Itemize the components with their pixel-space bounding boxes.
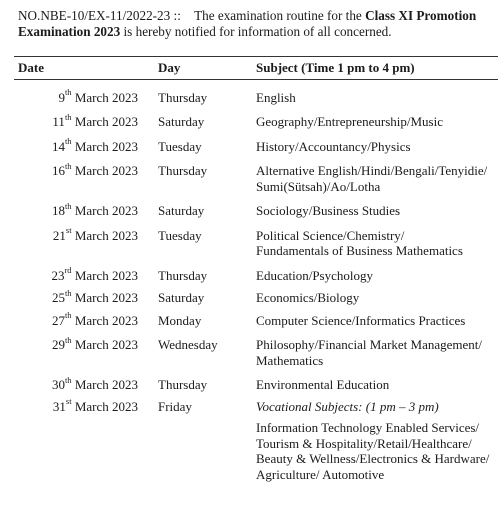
date-day-number: 21 <box>52 227 66 243</box>
table-row <box>14 194 498 219</box>
date-cell <box>14 368 152 393</box>
header-subject: Subject (Time 1 pm to 4 pm) <box>256 57 498 80</box>
date-cell <box>14 194 152 219</box>
day-cell: Thursday <box>158 267 208 283</box>
date-cell <box>14 219 152 259</box>
date-ordinal-suffix: th <box>64 374 72 385</box>
table-row <box>14 306 498 329</box>
day-cell: Monday <box>158 312 202 328</box>
table-row <box>14 414 498 482</box>
subject-cell: Environmental Education <box>256 377 390 392</box>
subject-cell: English <box>256 89 296 105</box>
subject-cell: Sociology/Business Studies <box>256 203 401 218</box>
day-cell: Saturday <box>158 290 205 305</box>
date-ordinal-suffix: th <box>64 136 72 147</box>
table-header-row <box>14 57 498 80</box>
date-ordinal-suffix: th <box>64 111 72 122</box>
table-row <box>14 283 498 306</box>
date-month-year: March 2023 <box>71 377 138 392</box>
date-ordinal-suffix: th <box>64 160 72 171</box>
day-cell: Tuesday <box>158 138 202 154</box>
date-month-year: March 2023 <box>71 290 138 305</box>
date-cell <box>14 259 152 284</box>
date-day-number: 14 <box>51 138 65 154</box>
date-month-year: March 2023 <box>71 398 138 414</box>
date-month-year: March 2023 <box>71 114 138 129</box>
table-row <box>14 328 498 368</box>
date-month-year: March 2023 <box>71 267 138 283</box>
date-ordinal-suffix: th <box>64 287 72 298</box>
date-cell <box>14 393 152 415</box>
date-ordinal-suffix: st <box>65 396 72 407</box>
day-cell: Thursday <box>158 163 208 178</box>
subject-cell: Political Science/Chemistry/ Fundamentals of Business Mathematics <box>256 227 463 258</box>
day-cell: Thursday <box>158 377 208 392</box>
table-row <box>14 259 498 284</box>
subject-cell: Education/Psychology <box>256 267 373 283</box>
day-cell: Saturday <box>158 114 205 129</box>
date-day-number: 25 <box>51 290 65 305</box>
date-month-year: March 2023 <box>71 89 138 105</box>
header-date: Date <box>14 57 152 80</box>
table-row <box>14 154 498 194</box>
date-ordinal-suffix: th <box>64 334 72 345</box>
table-row <box>14 219 498 259</box>
table-row <box>14 393 498 415</box>
subject-cell: Vocational Subjects: (1 pm – 3 pm) <box>256 398 439 414</box>
date-day-number: 30 <box>51 377 65 392</box>
notice-ref: NO.NBE-10/EX-11/2022-23 :: <box>18 8 181 23</box>
date-day-number: 18 <box>51 203 65 218</box>
date-cell <box>14 105 152 130</box>
table-body <box>14 79 498 482</box>
table-row <box>14 130 498 155</box>
table-row <box>14 105 498 130</box>
date-day-number: 23 <box>51 267 65 283</box>
date-day-number: 11 <box>52 114 65 129</box>
notice-exam-name: Class XI Promotion Examination 2023 <box>18 8 477 39</box>
header-day: Day <box>152 57 256 80</box>
date-ordinal-suffix: th <box>64 87 72 98</box>
date-cell <box>14 306 152 329</box>
notice-text-b: is hereby notified for information of all concerned. <box>120 24 392 39</box>
date-cell <box>14 130 152 155</box>
date-month-year: March 2023 <box>71 312 138 328</box>
subject-cell: Information Technology Enabled Services/ Tourism & Hospitality/Retail/Healthcare/ Beauty & Wellness/Electronics & Hardware/ Agriculture/ Automotive <box>256 420 490 482</box>
date-cell <box>14 154 152 194</box>
table-row <box>14 79 498 105</box>
date-ordinal-suffix: st <box>65 225 72 236</box>
day-cell <box>152 414 256 482</box>
subject-cell: Geography/Entrepreneurship/Music <box>256 114 444 129</box>
subject-cell: History/Accountancy/Physics <box>256 138 411 154</box>
date-ordinal-suffix: rd <box>64 265 72 276</box>
date-day-number: 27 <box>51 312 65 328</box>
day-cell: Tuesday <box>158 227 202 243</box>
date-cell <box>14 414 152 482</box>
date-month-year: March 2023 <box>71 203 138 218</box>
date-cell <box>14 328 152 368</box>
date-month-year: March 2023 <box>71 163 138 178</box>
exam-routine-table <box>14 56 498 482</box>
date-cell <box>14 283 152 306</box>
subject-cell: Philosophy/Financial Market Management/ Mathematics <box>256 337 483 368</box>
table-row <box>14 368 498 393</box>
subject-cell: Alternative English/Hindi/Bengali/Tenyidie/ Sumi(Sütsah)/Ao/Lotha <box>256 163 488 194</box>
date-ordinal-suffix: th <box>64 310 72 321</box>
date-day-number: 16 <box>51 163 65 178</box>
day-cell: Thursday <box>158 89 208 105</box>
date-day-number: 9 <box>58 89 65 105</box>
date-day-number: 29 <box>51 337 65 352</box>
date-month-year: March 2023 <box>71 138 138 154</box>
day-cell: Wednesday <box>158 337 218 352</box>
day-cell: Friday <box>158 398 192 414</box>
day-cell: Saturday <box>158 203 205 218</box>
date-ordinal-suffix: th <box>64 200 72 211</box>
notice-text-a: The examination routine for the <box>194 8 366 23</box>
date-month-year: March 2023 <box>71 337 138 352</box>
date-day-number: 31 <box>52 398 66 414</box>
subject-cell: Computer Science/Informatics Practices <box>256 312 466 328</box>
subject-cell: Economics/Biology <box>256 290 360 305</box>
date-month-year: March 2023 <box>71 227 138 243</box>
notice-paragraph <box>18 8 496 40</box>
date-cell <box>14 79 152 105</box>
